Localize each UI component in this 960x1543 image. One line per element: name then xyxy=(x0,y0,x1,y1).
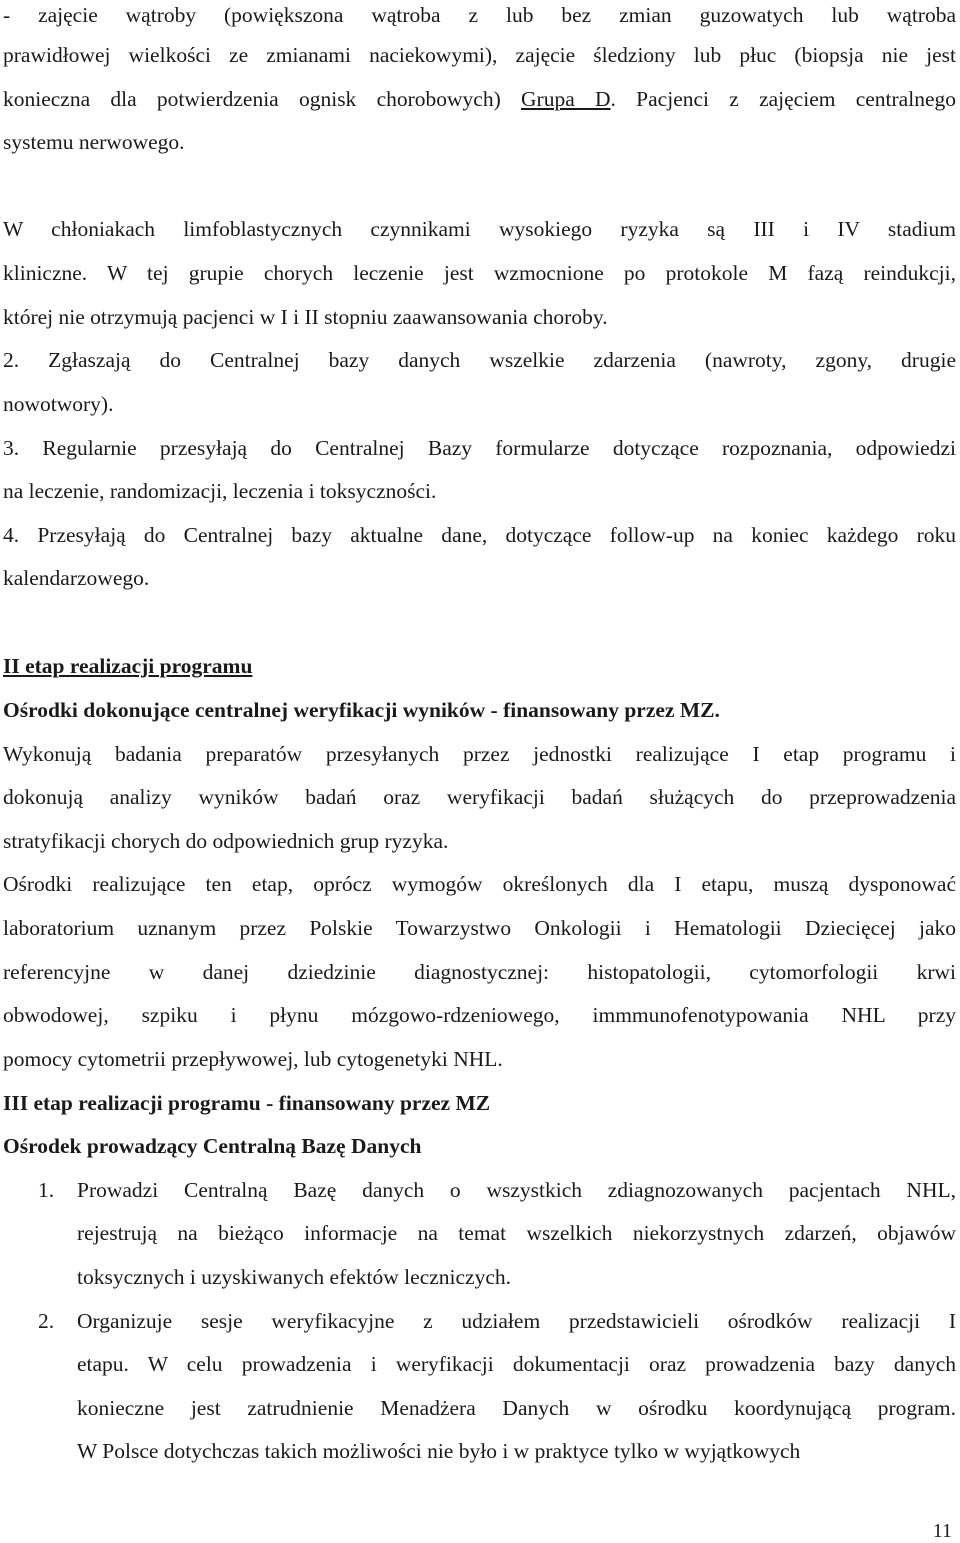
paragraph-line: dokonują analizy wyników badań oraz weryfikacji badań służących do przeprowadzenia xyxy=(3,785,956,809)
stage-3-heading: III etap realizacji programu - finansowany przez MZ xyxy=(3,1091,491,1115)
paragraph-line: laboratorium uznanym przez Polskie Towarzystwo Onkologii i Hematologii Dziecięcej jako xyxy=(3,916,956,940)
paragraph-line: referencyjne w danej dziedzinie diagnostycznej: histopatologii, cytomorfologii krwi xyxy=(3,960,956,984)
list-item-4: 4. Przesyłają do Centralnej bazy aktualne dane, dotyczące follow-up na koniec każdego roku xyxy=(3,523,956,547)
list-item-line: toksycznych i uzyskiwanych efektów leczniczych. xyxy=(77,1265,512,1289)
paragraph-line: obwodowej, szpiku i płynu mózgowo-rdzeniowego, immmunofenotypowania NHL przy xyxy=(3,1003,956,1027)
list-item-line: Prowadzi Centralną Bazę danych o wszystkich zdiagnozowanych pacjentach NHL, xyxy=(77,1178,956,1202)
stage-3-subheading: Ośrodek prowadzący Centralną Bazę Danych xyxy=(3,1134,422,1158)
list-number: 2. xyxy=(38,1309,55,1333)
list-item-line: W Polsce dotychczas takich możliwości nie było i w praktyce tylko w wyjątkowych xyxy=(77,1439,801,1463)
text-span: . Pacjenci z zajęciem centralnego xyxy=(610,87,956,111)
paragraph-line: kliniczne. W tej grupie chorych leczenie jest wzmocnione po protokole M fazą reindukcji, xyxy=(3,261,956,285)
list-item-2: 2. Zgłaszają do Centralnej bazy danych wszelkie zdarzenia (nawroty, zgony, drugie xyxy=(3,348,956,372)
paragraph-line: której nie otrzymują pacjenci w I i II stopniu zaawansowania choroby. xyxy=(3,305,608,329)
stage-2-subheading: Ośrodki dokonujące centralnej weryfikacji wyników - finansowany przez MZ. xyxy=(3,698,720,722)
stage-2-heading: II etap realizacji programu xyxy=(3,654,253,678)
list-item-line: rejestrują na bieżąco informacje na temat wszelkich niekorzystnych zdarzeń, objawów xyxy=(77,1221,956,1245)
paragraph-line: systemu nerwowego. xyxy=(3,130,185,154)
page-number: 11 xyxy=(932,1520,952,1542)
list-item-3: 3. Regularnie przesyłają do Centralnej Bazy formularze dotyczące rozpoznania, odpowiedzi xyxy=(3,436,956,460)
paragraph-line xyxy=(3,84,956,114)
list-item-2-cont: nowotwory). xyxy=(3,392,114,416)
paragraph-line: stratyfikacji chorych do odpowiednich grup ryzyka. xyxy=(3,829,449,853)
list-item-line: konieczne jest zatrudnienie Menadżera Danych w ośrodku koordynującą program. xyxy=(77,1396,956,1420)
list-item-3-cont: na leczenie, randomizacji, leczenia i toksyczności. xyxy=(3,479,437,503)
list-item-line: etapu. W celu prowadzenia i weryfikacji dokumentacji oraz prowadzenia bazy danych xyxy=(77,1352,956,1376)
paragraph-line: W chłoniakach limfoblastycznych czynnikami wysokiego ryzyka są III i IV stadium xyxy=(3,217,956,241)
grupa-d-link[interactable]: Grupa D xyxy=(521,87,611,111)
list-item-line: Organizuje sesje weryfikacyjne z udziałem przedstawicieli ośrodków realizacji I xyxy=(77,1309,956,1333)
list-item-4-cont: kalendarzowego. xyxy=(3,566,150,590)
list-number: 1. xyxy=(38,1178,55,1202)
paragraph-line: - zajęcie wątroby (powiększona wątroba z lub bez zmian guzowatych lub wątroba xyxy=(3,3,956,27)
paragraph-line: Wykonują badania preparatów przesyłanych przez jednostki realizujące I etap programu i xyxy=(3,742,956,766)
paragraph-line: prawidłowej wielkości ze zmianami naciekowymi), zajęcie śledziony lub płuc (biopsja nie jest xyxy=(3,43,956,67)
paragraph-line: Ośrodki realizujące ten etap, oprócz wymogów określonych dla I etapu, muszą dysponować xyxy=(3,872,956,896)
text-span: konieczna dla potwierdzenia ognisk chorobowych) xyxy=(3,87,522,111)
paragraph-line: pomocy cytometrii przepływowej, lub cytogenetyki NHL. xyxy=(3,1047,503,1071)
